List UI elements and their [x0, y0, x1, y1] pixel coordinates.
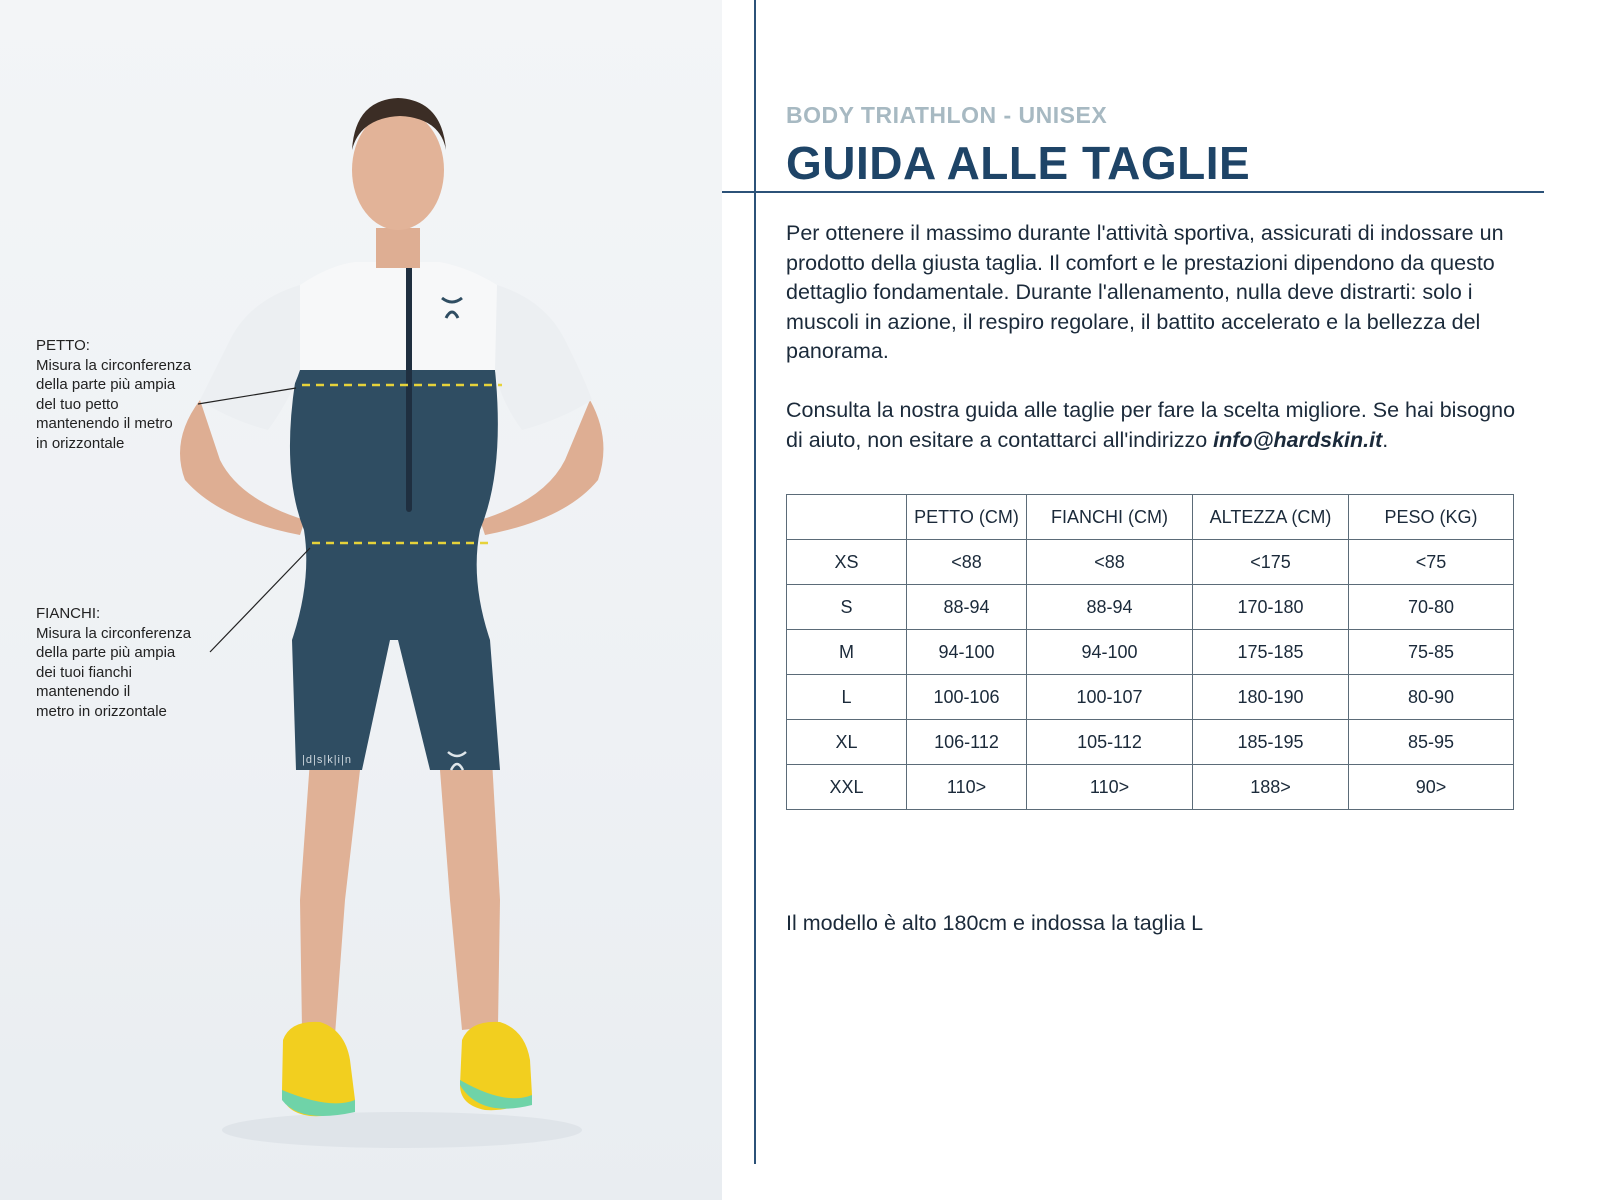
table-cell: <88	[907, 540, 1027, 585]
hips-callout-line: metro in orizzontale	[36, 702, 167, 720]
intro-paragraph-contact	[786, 396, 1536, 455]
table-cell: S	[787, 585, 907, 630]
table-cell: 170-180	[1193, 585, 1349, 630]
table-cell: 105-112	[1027, 720, 1193, 765]
page-subtitle: BODY TRIATHLON - UNISEX	[786, 102, 1108, 128]
table-cell: 100-107	[1027, 675, 1193, 720]
chest-callout-title: PETTO:	[36, 337, 90, 354]
model-illustration	[0, 0, 722, 1200]
table-cell: XL	[787, 720, 907, 765]
table-cell: 94-100	[907, 630, 1027, 675]
hips-callout-title: FIANCHI:	[36, 605, 101, 622]
table-cell: 94-100	[1027, 630, 1193, 675]
table-row	[787, 675, 1514, 720]
table-row	[787, 630, 1514, 675]
table-header-cell: FIANCHI (CM)	[1027, 495, 1193, 540]
table-cell: 100-106	[907, 675, 1027, 720]
table-header-cell: PETTO (CM)	[907, 495, 1027, 540]
table-cell: XXL	[787, 765, 907, 810]
vertical-divider	[754, 0, 756, 1164]
table-cell: 85-95	[1349, 720, 1514, 765]
horizontal-divider	[722, 191, 1544, 193]
table-cell: 75-85	[1349, 630, 1514, 675]
chest-callout-line: in orizzontale	[36, 434, 125, 452]
model-size-note: Il modello è alto 180cm e indossa la taglia L	[786, 911, 1204, 935]
table-cell: L	[787, 675, 907, 720]
table-cell: <175	[1193, 540, 1349, 585]
contact-text: Consulta la nostra guida alle taglie per fare la scelta migliore. Se hai bisogno di aiuto, non esitare a contattarci all'indirizzo	[786, 398, 1516, 452]
table-cell: 188>	[1193, 765, 1349, 810]
table-cell: 180-190	[1193, 675, 1349, 720]
table-row	[787, 720, 1514, 765]
model-photo	[0, 0, 722, 1200]
table-cell: 88-94	[907, 585, 1027, 630]
hips-callout	[36, 604, 211, 721]
table-row	[787, 540, 1514, 585]
hips-callout-line: Misura la circonferenza	[36, 624, 192, 642]
page-title: GUIDA ALLE TAGLIE	[786, 137, 1251, 189]
table-header-row	[787, 495, 1514, 540]
table-cell: 80-90	[1349, 675, 1514, 720]
table-cell: 90>	[1349, 765, 1514, 810]
table-header-cell	[787, 495, 907, 540]
table-cell: 185-195	[1193, 720, 1349, 765]
table-header-cell: PESO (KG)	[1349, 495, 1514, 540]
table-row	[787, 765, 1514, 810]
table-cell: 175-185	[1193, 630, 1349, 675]
table-cell: 110>	[1027, 765, 1193, 810]
email-link[interactable]: info@hardskin.it	[1213, 427, 1383, 452]
hips-callout-line: dei tuoi fianchi	[36, 663, 132, 681]
chest-callout-line: mantenendo il metro	[36, 415, 173, 432]
table-cell: XS	[787, 540, 907, 585]
table-cell: 70-80	[1349, 585, 1514, 630]
chest-callout-line: del tuo petto	[36, 395, 119, 413]
table-row	[787, 585, 1514, 630]
table-cell: <75	[1349, 540, 1514, 585]
suit-brand-text: |d|s|k|i|n	[302, 754, 352, 766]
table-cell: 110>	[907, 765, 1027, 810]
table-header-cell: ALTEZZA (CM)	[1193, 495, 1349, 540]
table-cell: M	[787, 630, 907, 675]
chest-callout-line: Misura la circonferenza	[36, 356, 192, 374]
table-cell: 88-94	[1027, 585, 1193, 630]
table-cell: <88	[1027, 540, 1193, 585]
chest-callout	[36, 336, 206, 453]
contact-text-end: .	[1382, 427, 1389, 452]
size-table	[786, 494, 1514, 810]
table-cell: 106-112	[907, 720, 1027, 765]
hips-callout-line: della parte più ampia	[36, 644, 176, 661]
intro-paragraph: Per ottenere il massimo durante l'attività sportiva, assicurati di indossare un prodotto della giusta taglia. Il comfort e le prestazioni dipendono da questo dettaglio fondamentale. Durante l'allenamento, nulla deve distrarti: solo i muscoli in azione, il respiro regolare, il battito accelerato e la bellezza del panorama.	[786, 221, 1504, 363]
chest-callout-line: della parte più ampia	[36, 376, 176, 393]
hips-callout-line: mantenendo il	[36, 683, 131, 700]
intro-text	[786, 219, 1536, 485]
